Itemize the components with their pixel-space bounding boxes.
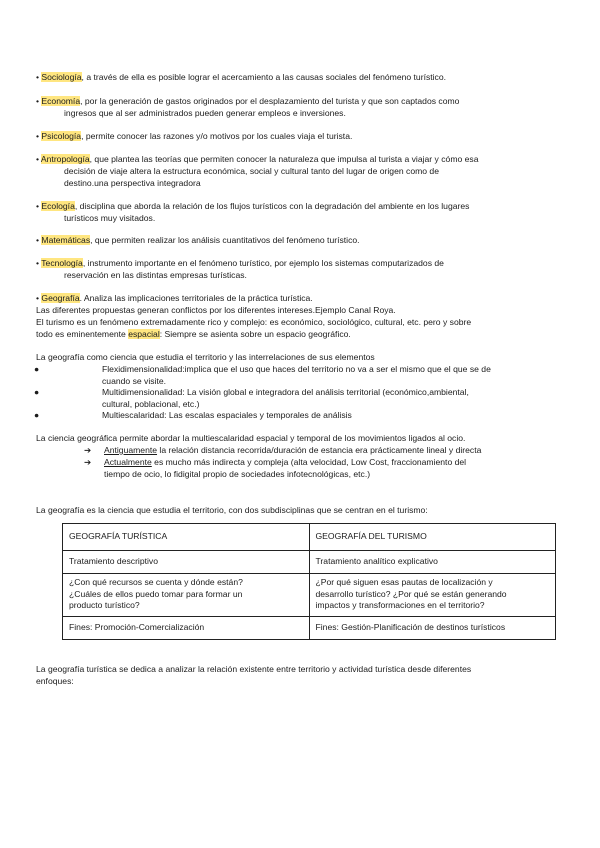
section-heading: La geografía como ciencia que estudia el territorio y las interrelaciones de sus elementos: [36, 352, 375, 362]
arrow-item: Actualmente es mucho más indirecta y compleja (alta velocidad, Low Cost, fraccionamiento del: [104, 457, 467, 467]
bullet-text-continued: cuando se visite.: [102, 376, 167, 386]
table-header-cell: GEOGRAFÍA DEL TURISMO: [309, 524, 556, 551]
table-cell: Fines: Gestión-Planificación de destinos turísticos: [309, 617, 556, 640]
table-header-cell: GEOGRAFÍA TURÍSTICA: [63, 524, 310, 551]
discipline-item: • Ecología, disciplina que aborda la relación de los flujos turísticos con la degradación del ambiente en los lugares: [36, 201, 470, 211]
discipline-item: • Sociología, a través de ella es posible lograr el acercamiento a las causas sociales del fenómeno turístico.: [36, 72, 447, 82]
arrow-icon: ➔: [84, 445, 92, 455]
discipline-item-continued: ingresos que al ser administrados pueden generar empleos e inversiones.: [64, 108, 346, 118]
bullet-icon: ●: [34, 387, 40, 397]
table-row: [63, 617, 556, 640]
discipline-item-continued: destino.una perspectiva integradora: [64, 178, 201, 188]
discipline-item: • Psicología, permite conocer las razones y/o motivos por los cuales viaja el turista.: [36, 131, 353, 141]
paragraph-line: enfoques:: [36, 676, 74, 686]
discipline-item: • Matemáticas, que permiten realizar los análisis cuantitativos del fenómeno turístico.: [36, 235, 360, 245]
discipline-item-continued: turísticos muy visitados.: [64, 213, 156, 223]
table-cell: Fines: Promoción-Comercialización: [63, 617, 310, 640]
table-row: [63, 551, 556, 574]
paragraph-line: todo es eminentemente espacial: Siempre se asienta sobre un espacio geográfico.: [36, 329, 351, 339]
discipline-item-continued: decisión de viaje altera la estructura económica, social y cultural tanto del lugar de origen como de: [64, 166, 439, 176]
comparison-table: [62, 523, 556, 640]
discipline-item-continued: reservación en las distintas empresas turísticas.: [64, 270, 247, 280]
table-cell: ¿Por qué siguen esas pautas de localización y desarrollo turístico? ¿Por qué se están generando impactos y transformaciones en el territorio?: [309, 574, 556, 617]
discipline-item: • Economía, por la generación de gastos originados por el desplazamiento del turista y que son captados como: [36, 96, 460, 106]
bullet-icon: ●: [34, 364, 40, 374]
arrow-icon: ➔: [84, 457, 92, 467]
paragraph-line: Las diferentes propuestas generan conflictos por los diferentes intereses.Ejemplo Canal Roya.: [36, 305, 396, 315]
table-cell: ¿Con qué recursos se cuenta y dónde están? ¿Cuáles de ellos puedo tomar para formar un producto turístico?: [63, 574, 310, 617]
arrow-item-continued: tiempo de ocio, lo fidigital propio de sociedades infotecnológicas, etc.): [104, 469, 371, 479]
discipline-item: • Tecnología, instrumento importante en el fenómeno turístico, por ejemplo los sistemas computarizados de: [36, 258, 444, 268]
paragraph-line: El turismo es un fenómeno extremadamente rico y complejo: es económico, sociológico, cultural, etc. pero y sobre: [36, 317, 472, 327]
discipline-item: • Antropología, que plantea las teorías que permiten conocer la naturaleza que impulsa al turista a viajar y cómo esa: [36, 154, 479, 164]
geography-item: • Geografía. Analiza las implicaciones territoriales de la práctica turística.: [36, 293, 313, 303]
bullet-text: Multidimensionalidad: La visión global e integradora del análisis territorial (económico,ambiental,: [102, 387, 469, 397]
bullet-icon: ●: [34, 410, 40, 420]
arrow-item: Antiguamente la relación distancia recorrida/duración de estancia era prácticamente lineal y directa: [104, 445, 482, 455]
bullet-text-continued: cultural, poblacional, etc.): [102, 399, 200, 409]
bullet-text: Multiescalaridad: Las escalas espaciales y temporales de análisis: [102, 410, 352, 420]
table-row: [63, 574, 556, 617]
table-header-row: [63, 524, 556, 551]
paragraph-line: La ciencia geográfica permite abordar la multiescalaridad espacial y temporal de los movimientos ligados al ocio.: [36, 433, 466, 443]
bullet-text: Flexidimensionalidad:implica que el uso que haces del territorio no va a ser el mismo que el que se de: [102, 364, 491, 374]
paragraph-line: La geografía turística se dedica a analizar la relación existente entre territorio y actividad turística desde diferentes: [36, 664, 472, 674]
table-cell: Tratamiento descriptivo: [63, 551, 310, 574]
paragraph-line: La geografía es la ciencia que estudia el territorio, con dos subdisciplinas que se centran en el turismo:: [36, 505, 428, 515]
table-cell: Tratamiento analítico explicativo: [309, 551, 556, 574]
